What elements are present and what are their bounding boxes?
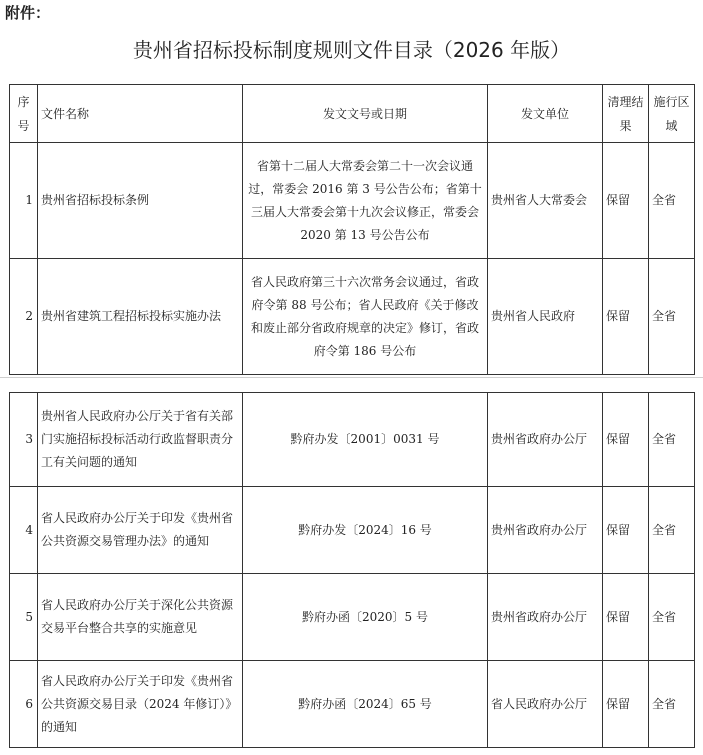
header-no: 序号 [10, 85, 38, 143]
row-scope: 全省 [649, 487, 695, 574]
row-result: 保留 [603, 259, 649, 375]
row-name: 省人民政府办公厅关于印发《贵州省公共资源交易目录（2024 年修订）》的通知 [38, 661, 243, 748]
header-result: 清理结果 [603, 85, 649, 143]
row-unit: 省人民政府办公厅 [488, 661, 603, 748]
row-no: 3 [10, 393, 38, 487]
row-scope: 全省 [649, 393, 695, 487]
header-scope: 施行区域 [649, 85, 695, 143]
row-no: 4 [10, 487, 38, 574]
row-name: 省人民政府办公厅关于深化公共资源交易平台整合共享的实施意见 [38, 574, 243, 661]
row-doc: 黔府办函〔2024〕65 号 [243, 661, 488, 748]
row-scope: 全省 [649, 661, 695, 748]
row-result: 保留 [603, 393, 649, 487]
table-row [10, 487, 695, 574]
row-doc: 黔府办发〔2024〕16 号 [243, 487, 488, 574]
header-doc: 发文文号或日期 [243, 85, 488, 143]
row-name: 贵州省人民政府办公厅关于省有关部门实施招标投标活动行政监督职责分工有关问题的通知 [38, 393, 243, 487]
row-name: 省人民政府办公厅关于印发《贵州省公共资源交易管理办法》的通知 [38, 487, 243, 574]
header-name: 文件名称 [38, 85, 243, 143]
row-scope: 全省 [649, 574, 695, 661]
row-no: 2 [10, 259, 38, 375]
table-row [10, 661, 695, 748]
row-doc: 省第十二届人大常委会第二十一次会议通过，常委会 2016 第 3 号公告公布；省第十三届人大常委会第十九次会议修正，常委会 2020 第 13 号公告公布 [243, 143, 488, 259]
page-break-line [0, 377, 703, 378]
row-unit: 贵州省政府办公厅 [488, 574, 603, 661]
row-result: 保留 [603, 661, 649, 748]
row-no: 6 [10, 661, 38, 748]
row-unit: 贵州省人民政府 [488, 259, 603, 375]
row-doc: 黔府办发〔2001〕0031 号 [243, 393, 488, 487]
catalog-table-page-2 [9, 392, 695, 748]
row-doc: 黔府办函〔2020〕5 号 [243, 574, 488, 661]
row-unit: 贵州省政府办公厅 [488, 393, 603, 487]
row-scope: 全省 [649, 143, 695, 259]
row-result: 保留 [603, 574, 649, 661]
row-scope: 全省 [649, 259, 695, 375]
catalog-table-page-1 [9, 84, 695, 375]
row-unit: 贵州省人大常委会 [488, 143, 603, 259]
table-row [10, 393, 695, 487]
document-title: 贵州省招标投标制度规则文件目录（2026 年版） [132, 38, 571, 62]
row-name: 贵州省招标投标条例 [38, 143, 243, 259]
header-unit: 发文单位 [488, 85, 603, 143]
row-no: 1 [10, 143, 38, 259]
row-unit: 贵州省政府办公厅 [488, 487, 603, 574]
row-doc: 省人民政府第三十六次常务会议通过，省政府令第 88 号公布；省人民政府《关于修改和废止部分省政府规章的决定》修订，省政府令第 186 号公布 [243, 259, 488, 375]
table-row [10, 143, 695, 259]
row-name: 贵州省建筑工程招标投标实施办法 [38, 259, 243, 375]
table-row [10, 574, 695, 661]
row-result: 保留 [603, 487, 649, 574]
table-row [10, 259, 695, 375]
row-result: 保留 [603, 143, 649, 259]
row-no: 5 [10, 574, 38, 661]
attachment-label: 附件： [5, 4, 51, 22]
table-header-row [10, 85, 695, 143]
